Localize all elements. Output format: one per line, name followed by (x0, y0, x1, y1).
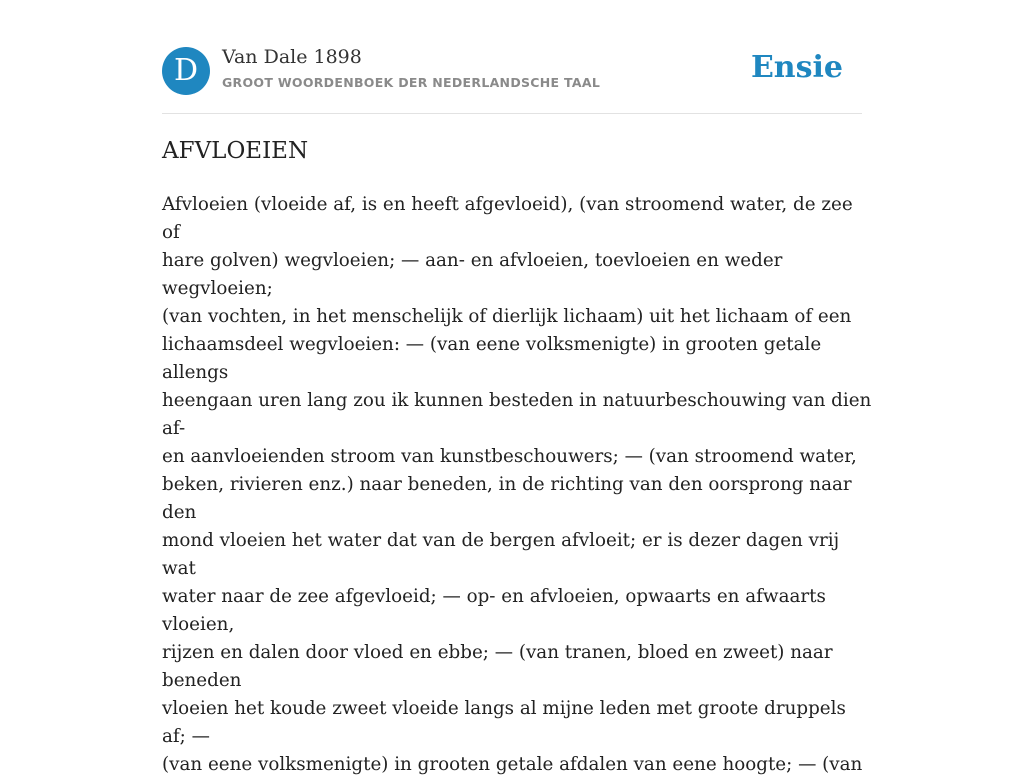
definition-line: (van vochten, in het menschelijk of dierlijk lichaam) uit het lichaam of een (162, 306, 852, 327)
entry-definition (162, 191, 874, 779)
source-avatar[interactable]: D (162, 47, 210, 95)
definition-line: beken, rivieren enz.) naar beneden, in de richting van den oorsprong naar den (162, 474, 852, 523)
definition-line: mond vloeien het water dat van de bergen afvloeit; er is dezer dagen vrij wat (162, 530, 840, 579)
definition-line: Afvloeien (vloeide af, is en heeft afgevloeid), (van stroomend water, de zee of (162, 194, 853, 243)
definition-line: en aanvloeienden stroom van kunstbeschouwers; — (van stroomend water, (162, 446, 857, 467)
definition-line: water naar de zee afgevloeid; — op- en afvloeien, opwaarts en afwaarts vloeien, (162, 586, 826, 635)
ensie-logo[interactable]: Ensie (750, 50, 843, 85)
source-subtitle: GROOT WOORDENBOEK DER NEDERLANDSCHE TAAL (222, 75, 601, 90)
definition-line: hare golven) wegvloeien; — aan- en afvloeien, toevloeien en weder wegvloeien; (162, 250, 783, 299)
source-title[interactable]: Van Dale 1898 (222, 46, 362, 68)
definition-line: heengaan uren lang zou ik kunnen besteden in natuurbeschouwing van dien af- (162, 390, 872, 439)
definition-line: rijzen en dalen door vloed en ebbe; — (van tranen, bloed en zweet) naar beneden (162, 642, 833, 691)
definition-line: (van eene volksmenigte) in grooten getale afdalen van eene hoogte; — (van (162, 754, 863, 775)
definition-line: lichaamsdeel wegvloeien: — (van eene volksmenigte) in grooten getale allengs (162, 334, 822, 383)
entry-title: AFVLOEIEN (162, 138, 309, 164)
definition-line: vloeien het koude zweet vloeide langs al mijne leden met groote druppels af; — (162, 698, 846, 747)
source-header (162, 46, 862, 96)
header-divider (162, 113, 862, 114)
